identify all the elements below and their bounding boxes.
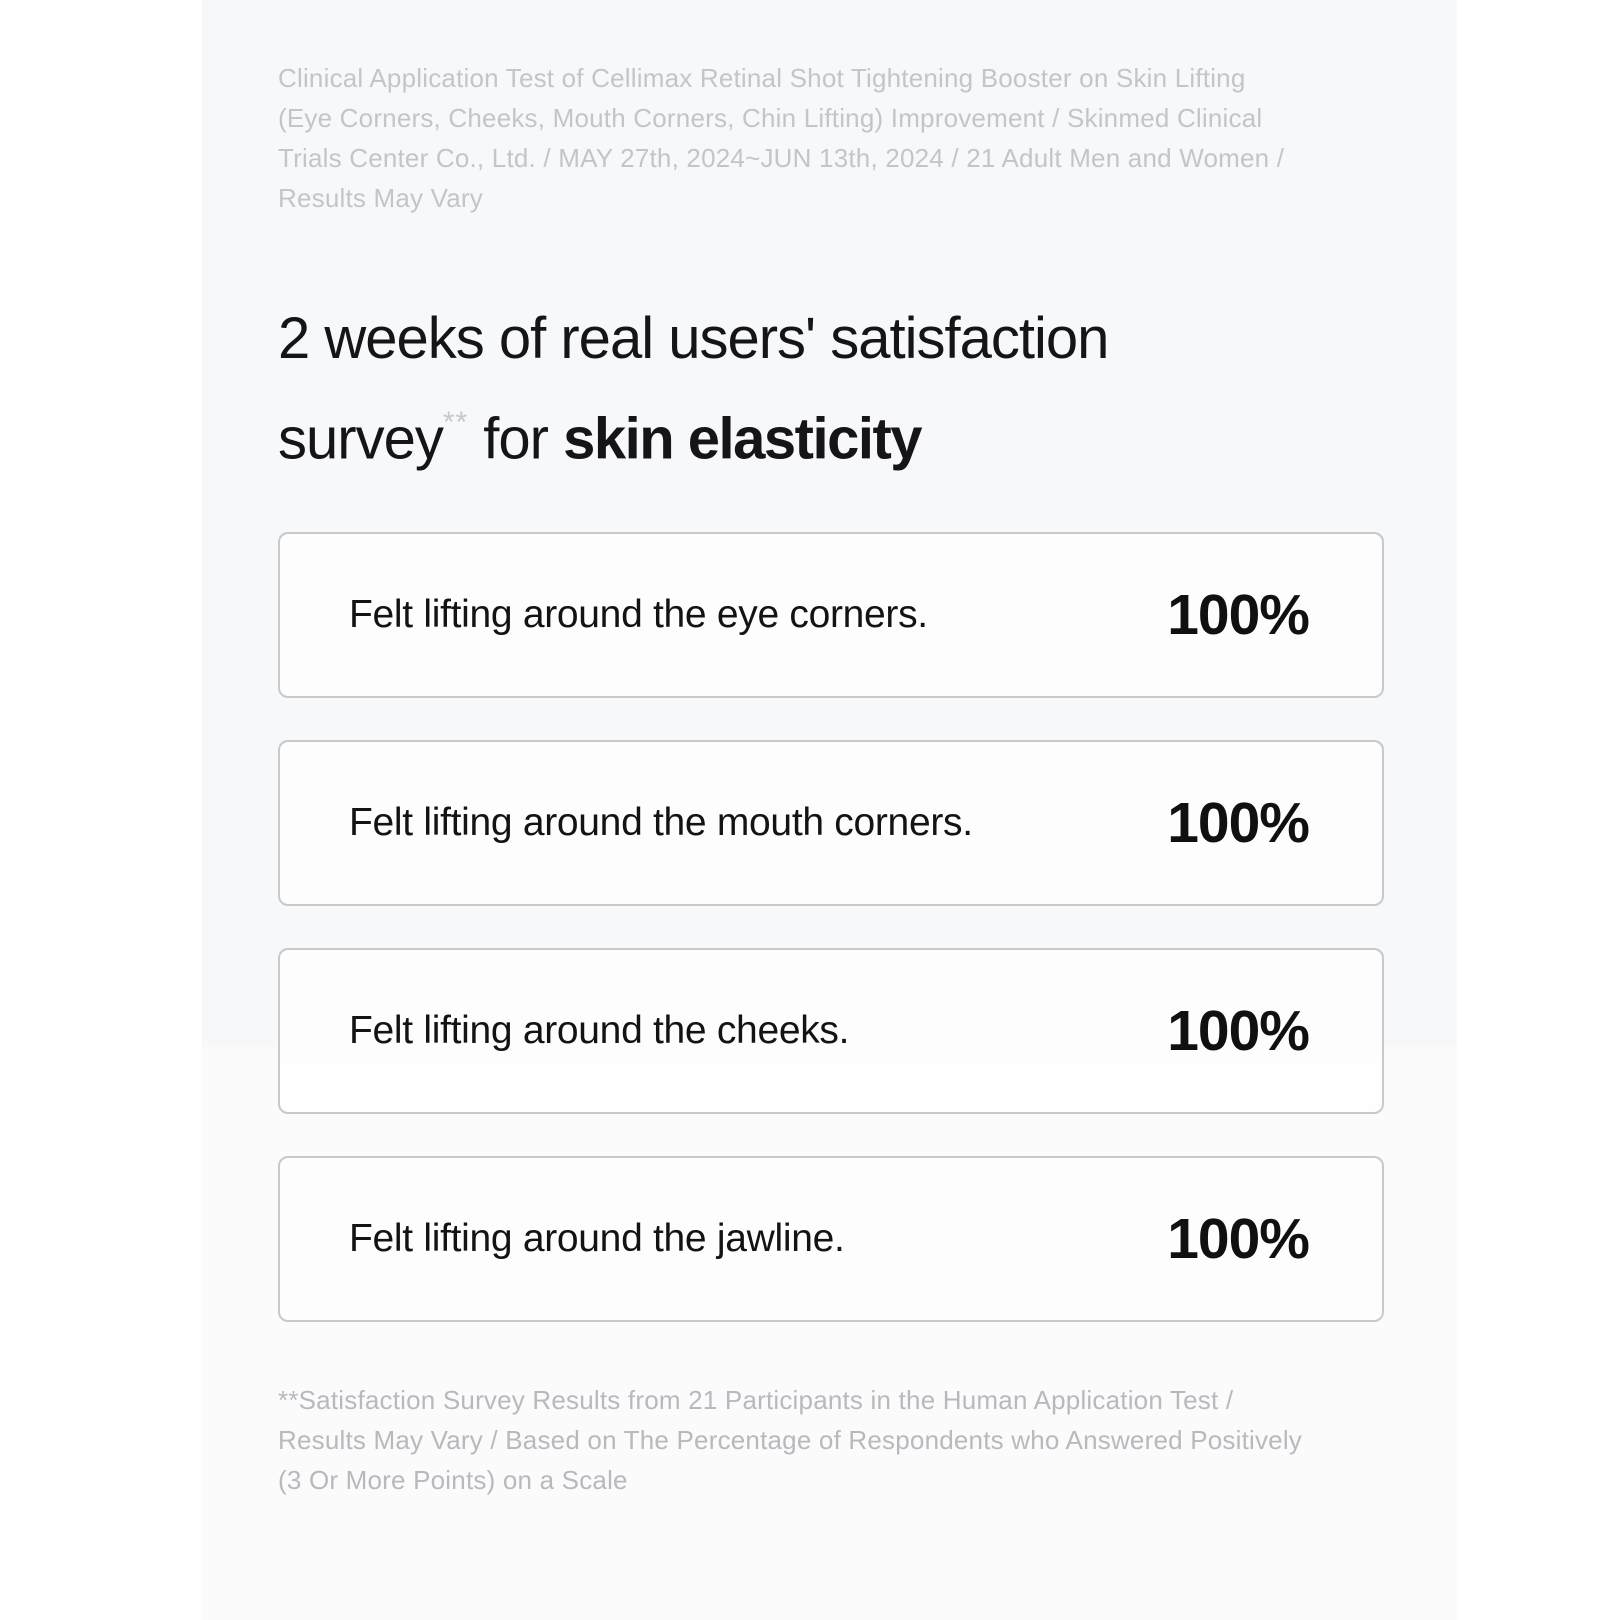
disclaimer-line: (Eye Corners, Cheeks, Mouth Corners, Chin Lifting) Improvement / Skinmed Clinical xyxy=(278,103,1263,133)
result-label: Felt lifting around the eye corners. xyxy=(349,593,928,637)
result-row-eye-corners xyxy=(278,532,1384,698)
section-title-line1: 2 weeks of real users' satisfaction xyxy=(278,306,1109,371)
result-label: Felt lifting around the mouth corners. xyxy=(349,801,973,845)
result-row-jawline xyxy=(278,1156,1384,1322)
result-percentage: 100% xyxy=(1167,1207,1309,1272)
result-row-mouth-corners xyxy=(278,740,1384,906)
survey-results-list xyxy=(278,532,1384,1322)
disclaimer-line: Clinical Application Test of Cellimax Retinal Shot Tightening Booster on Skin Lifting xyxy=(278,63,1246,93)
result-percentage: 100% xyxy=(1167,583,1309,648)
title-emphasis-text: skin elasticity xyxy=(563,406,922,472)
disclaimer-line: Trials Center Co., Ltd. / MAY 27th, 2024~JUN 13th, 2024 / 21 Adult Men and Women / xyxy=(278,143,1285,173)
footnote-line: **Satisfaction Survey Results from 21 Participants in the Human Application Test / xyxy=(278,1385,1234,1416)
result-label: Felt lifting around the jawline. xyxy=(349,1217,845,1261)
result-label: Felt lifting around the cheeks. xyxy=(349,1009,850,1053)
footnote-line: (3 Or More Points) on a Scale xyxy=(278,1465,628,1496)
footnote-line: Results May Vary / Based on The Percentage of Respondents who Answered Positively xyxy=(278,1425,1303,1456)
section-title xyxy=(278,294,1457,484)
section-title-line2 xyxy=(278,384,1457,484)
result-percentage: 100% xyxy=(1167,791,1309,856)
result-row-cheeks xyxy=(278,948,1384,1114)
result-percentage: 100% xyxy=(1167,999,1309,1064)
clinical-disclaimer xyxy=(278,58,1457,218)
title-connector-text: for xyxy=(468,406,564,472)
title-survey-text: survey xyxy=(278,406,443,472)
content-column xyxy=(202,0,1457,1620)
footnote-asterisks: ** xyxy=(442,406,469,439)
disclaimer-line: Results May Vary xyxy=(278,183,483,213)
survey-footnote xyxy=(278,1380,1457,1500)
